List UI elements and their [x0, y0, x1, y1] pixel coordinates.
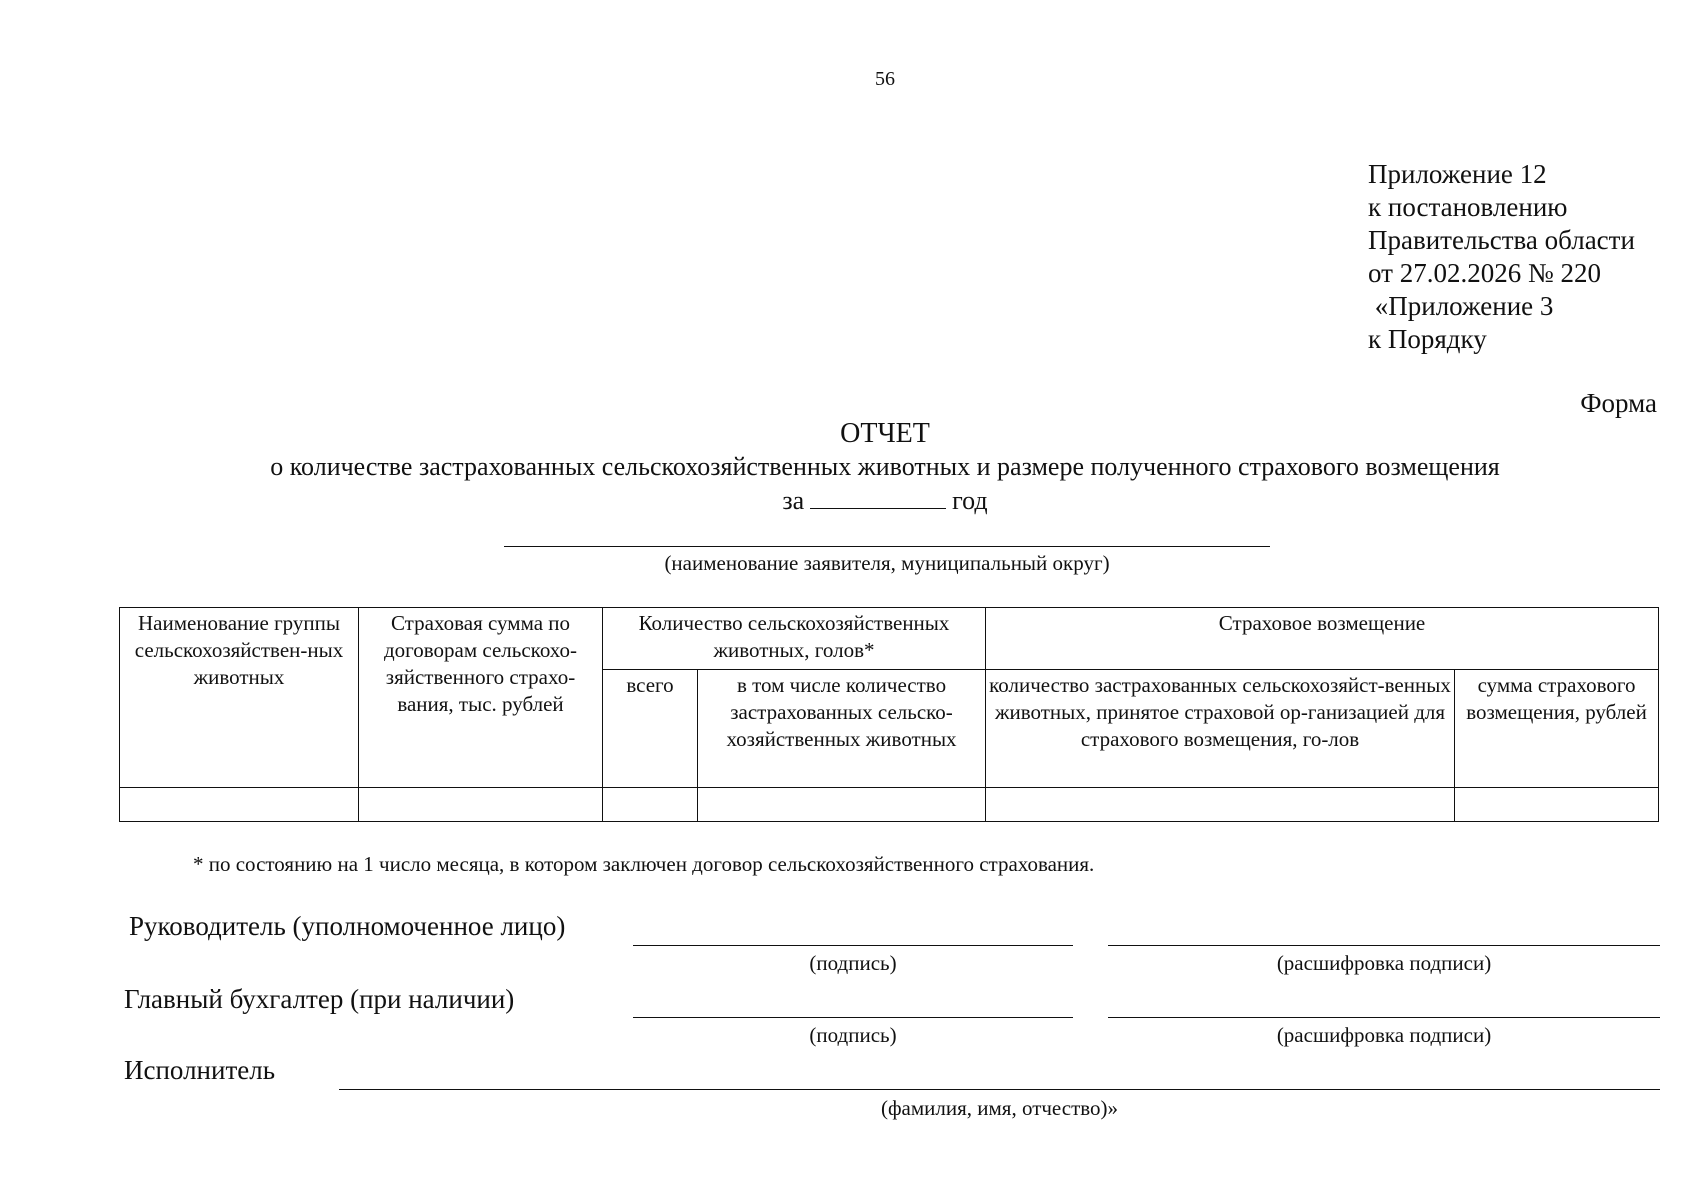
executor-label: Исполнитель	[124, 1055, 276, 1085]
header-count-insured: в том числе количество застрахованных сельско-хозяйственных животных	[698, 670, 986, 788]
report-title: ОТЧЕТ	[840, 418, 930, 449]
header-animal-count: Количество сельскохозяйственных животных, голов*	[603, 608, 986, 670]
appendix-line: от 27.02.2026 № 220	[1368, 258, 1601, 288]
report-period	[0, 486, 1697, 516]
period-prefix: за	[782, 486, 805, 515]
head-label: Руководитель (уполномоченное лицо)	[129, 911, 566, 941]
accountant-signature-line[interactable]	[633, 1017, 1073, 1018]
table-cell[interactable]	[120, 788, 359, 822]
head-signature-caption: (подпись)	[809, 951, 897, 975]
header-compensation: Страховое возмещение	[986, 608, 1659, 670]
appendix-line: Приложение 12	[1368, 159, 1547, 189]
head-signature-line[interactable]	[633, 945, 1073, 946]
table-cell[interactable]	[698, 788, 986, 822]
accountant-decoding-caption: (расшифровка подписи)	[1276, 1023, 1492, 1047]
header-comp-sum: сумма страхового возмещения, рублей	[1455, 670, 1659, 788]
accountant-label: Главный бухгалтер (при наличии)	[124, 984, 515, 1014]
executor-fio-line[interactable]	[339, 1089, 1660, 1090]
accountant-decoding-line[interactable]	[1108, 1017, 1660, 1018]
table-cell[interactable]	[1455, 788, 1659, 822]
footnote: * по состоянию на 1 число месяца, в котором заключен договор сельскохозяйственного страхования.	[193, 852, 1095, 876]
header-comp-count: количество застрахованных сельскохозяйст-венных животных, принятое страховой ор-ганизацией для страхового возмещения, го-лов	[986, 670, 1455, 788]
appendix-line: «Приложение 3	[1368, 291, 1554, 321]
header-count-total: всего	[603, 670, 698, 788]
year-blank-field[interactable]	[810, 486, 946, 509]
page-number: 56	[875, 68, 895, 90]
executor-fio-caption: (фамилия, имя, отчество)»	[880, 1096, 1119, 1120]
report-subtitle: о количестве застрахованных сельскохозяйственных животных и размере полученного страхового возмещения	[270, 452, 1500, 481]
applicant-caption: (наименование заявителя, муниципальный округ)	[664, 551, 1110, 575]
appendix-line: к Порядку	[1368, 324, 1487, 354]
form-label: Форма	[1580, 388, 1657, 418]
head-decoding-line[interactable]	[1108, 945, 1660, 946]
period-suffix: год	[952, 486, 988, 515]
table-cell[interactable]	[986, 788, 1455, 822]
accountant-signature-caption: (подпись)	[809, 1023, 897, 1047]
header-insured-sum: Страховая сумма по договорам сельскохо-зяйственного страхо-вания, тыс. рублей	[359, 608, 603, 788]
applicant-blank-field[interactable]	[504, 546, 1270, 547]
appendix-line: Правительства области	[1368, 225, 1635, 255]
report-table	[119, 607, 1659, 822]
appendix-line: к постановлению	[1368, 192, 1568, 222]
table-cell[interactable]	[359, 788, 603, 822]
header-group-name: Наименование группы сельскохозяйствен-ных животных	[120, 608, 359, 788]
table-cell[interactable]	[603, 788, 698, 822]
table-row	[120, 788, 1659, 822]
appendix-block	[1368, 158, 1635, 356]
head-decoding-caption: (расшифровка подписи)	[1276, 951, 1492, 975]
